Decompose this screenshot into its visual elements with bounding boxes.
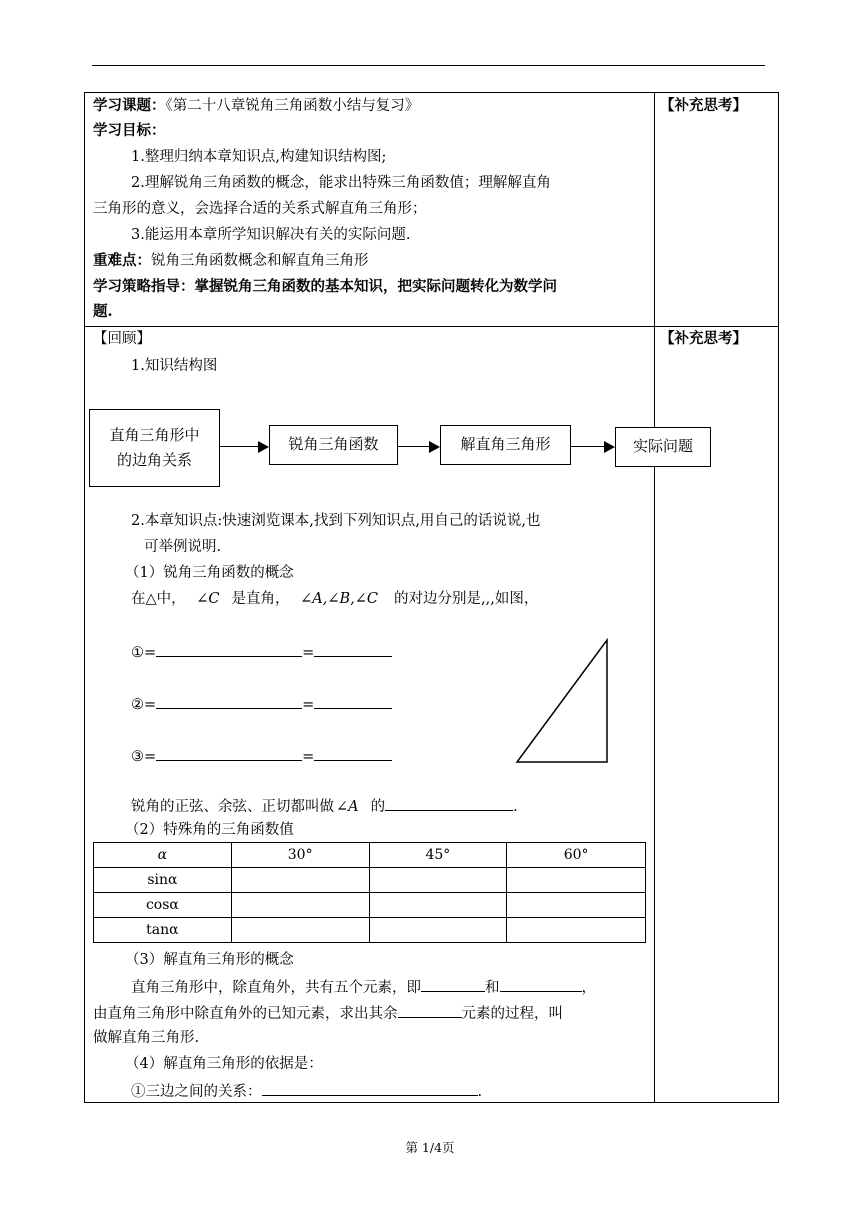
table-row	[94, 918, 646, 943]
table-row-label: tanα	[94, 918, 232, 943]
goal-2-line1: 2.理解锐角三角函数的概念，能求出特殊三角函数值；理解解直角	[131, 175, 551, 191]
goal-1: 1.整理归纳本章知识点,构建知识结构图;	[131, 149, 387, 165]
key-label: 重难点：	[93, 252, 151, 269]
table-cell[interactable]	[231, 893, 369, 918]
item-1: 1.知识结构图	[131, 358, 218, 374]
acute-line	[131, 795, 518, 817]
sub-3-text-c: ，	[581, 980, 596, 996]
flow-box-solve-triangle	[440, 425, 571, 465]
item-2-line1: 2.本章知识点:快速浏览课本,找到下列知识点,用自己的话说说,也	[131, 513, 541, 529]
table-header-cell: α	[94, 843, 232, 868]
sub-2-heading: （2）特殊角的三角函数值	[125, 822, 294, 838]
table-row-label: cosα	[94, 893, 232, 918]
page-number: 第 1/4页	[405, 1140, 455, 1155]
topic-text: 《第二十八章锐角三角函数小结与复习》	[165, 98, 420, 114]
blank-3a[interactable]	[156, 745, 302, 761]
sub-3-heading: （3）解直角三角形的概念	[125, 952, 294, 968]
angles-abc: ∠A,∠B,∠C	[300, 591, 379, 607]
flow-arrow-1-head	[258, 441, 269, 453]
blank-3b[interactable]	[314, 745, 392, 761]
flow-box-edge-angle-line2: 的边角关系	[116, 451, 192, 469]
blank-row-2	[131, 693, 392, 715]
goals-label: 学习目标：	[93, 122, 166, 139]
blank-2-prefix: ②=	[131, 697, 157, 713]
table-cell[interactable]	[231, 868, 369, 893]
acute-end: .	[513, 799, 518, 815]
sub-3-text-d: 由直角三角形中除直角外的已知元素，求出其余	[93, 1006, 398, 1022]
table-cell[interactable]	[507, 918, 646, 943]
table-cell[interactable]	[231, 918, 369, 943]
goal-2-line2: 三角形的意义，会选择合适的关系式解直角三角形；	[93, 201, 427, 217]
sub-4-heading: （4）解直角三角形的依据是：	[125, 1056, 323, 1072]
flow-arrow-2-head	[429, 441, 440, 453]
right-triangle-figure	[510, 632, 614, 768]
table-cell[interactable]	[369, 893, 507, 918]
flow-box-edge-angle	[89, 409, 220, 487]
flow-box-trig-functions-label: 锐角三角函数	[288, 435, 379, 453]
table-cell[interactable]	[507, 868, 646, 893]
topic-line	[93, 96, 419, 116]
special-angles-table	[93, 842, 646, 943]
blank-2-eq: =	[302, 697, 315, 713]
table-header-row	[94, 843, 646, 868]
flow-box-solve-triangle-label: 解直角三角形	[460, 435, 551, 453]
sub-4-1-end: .	[477, 1084, 483, 1100]
sub-1-text-a: 在△中，	[131, 591, 186, 607]
header-rule	[92, 65, 765, 66]
key-line	[93, 251, 369, 271]
flow-box-real-problem	[615, 427, 711, 467]
sub-3-line1	[131, 976, 596, 998]
blank-elements-1[interactable]	[421, 976, 485, 992]
sub-3-text-a: 直角三角形中，除直角外，共有五个元素，即	[131, 980, 421, 996]
table-header-cell: 30°	[231, 843, 369, 868]
strategy-line1: 学习策略指导：掌握锐角三角函数的基本知识，把实际问题转化为数学问	[93, 278, 557, 295]
table-cell[interactable]	[369, 918, 507, 943]
blank-3-eq: =	[302, 749, 315, 765]
blank-2a[interactable]	[156, 693, 302, 709]
table-header-cell: 60°	[507, 843, 646, 868]
flow-arrow-1-line	[220, 446, 259, 447]
sub-1-text	[131, 589, 538, 609]
blank-1-prefix: ①=	[131, 645, 157, 661]
acute-text-a: 锐角的正弦、余弦、正切都叫做	[131, 799, 334, 815]
blank-acute[interactable]	[385, 795, 513, 811]
table-cell[interactable]	[369, 868, 507, 893]
side-heading-2: 【补充思考】	[660, 330, 747, 347]
blank-1a[interactable]	[156, 641, 302, 657]
blank-1b[interactable]	[314, 641, 392, 657]
sub-1-text-c: 的对边分别是,,,如图，	[394, 591, 539, 607]
angle-a: ∠A	[336, 799, 359, 815]
blank-row-1	[131, 641, 392, 663]
item-2-line2: 可举例说明.	[144, 539, 222, 555]
section1-side-cell	[654, 92, 779, 327]
sub-3-text-b: 和	[485, 980, 500, 996]
blank-elements-2[interactable]	[500, 976, 582, 992]
strategy-line2: 题.	[93, 303, 113, 320]
blank-row-3	[131, 745, 392, 767]
flow-box-trig-functions	[269, 425, 398, 465]
table-row	[94, 893, 646, 918]
sub-4-line1	[131, 1080, 482, 1102]
flow-arrow-3-head	[604, 441, 615, 453]
blank-side-relation[interactable]	[262, 1080, 478, 1096]
sub-1-text-b: 是直角，	[231, 591, 290, 607]
blank-2b[interactable]	[314, 693, 392, 709]
sub-4-1-label: ①三边之间的关系：	[131, 1084, 262, 1100]
sub-3-line2	[93, 1002, 563, 1024]
table-row-label: sinα	[94, 868, 232, 893]
flow-box-edge-angle-line1: 直角三角形中	[109, 426, 200, 444]
table-row	[94, 868, 646, 893]
goal-3: 3.能运用本章所学知识解决有关的实际问题.	[131, 227, 411, 243]
blank-remaining[interactable]	[398, 1002, 462, 1018]
table-cell[interactable]	[507, 893, 646, 918]
topic-label: 学习课题：	[93, 97, 166, 114]
sub-3-text-e: 元素的过程，叫	[461, 1006, 563, 1022]
flow-box-real-problem-label: 实际问题	[632, 437, 693, 455]
side-heading-1: 【补充思考】	[660, 97, 747, 114]
key-text: 锐角三角函数概念和解直角三角形	[151, 253, 369, 269]
sub-3-line3: 做解直角三角形.	[93, 1030, 200, 1046]
blank-1-eq: =	[302, 645, 315, 661]
flow-arrow-3-line	[571, 446, 605, 447]
flow-arrow-2-line	[398, 446, 429, 447]
review-label: 【回顾】	[93, 331, 151, 347]
sub-1-heading: （1）锐角三角函数的概念	[125, 565, 294, 581]
table-header-cell: 45°	[369, 843, 507, 868]
blank-3-prefix: ③=	[131, 749, 157, 765]
acute-text-b: 的	[370, 799, 386, 815]
angle-c: ∠C	[196, 591, 220, 607]
